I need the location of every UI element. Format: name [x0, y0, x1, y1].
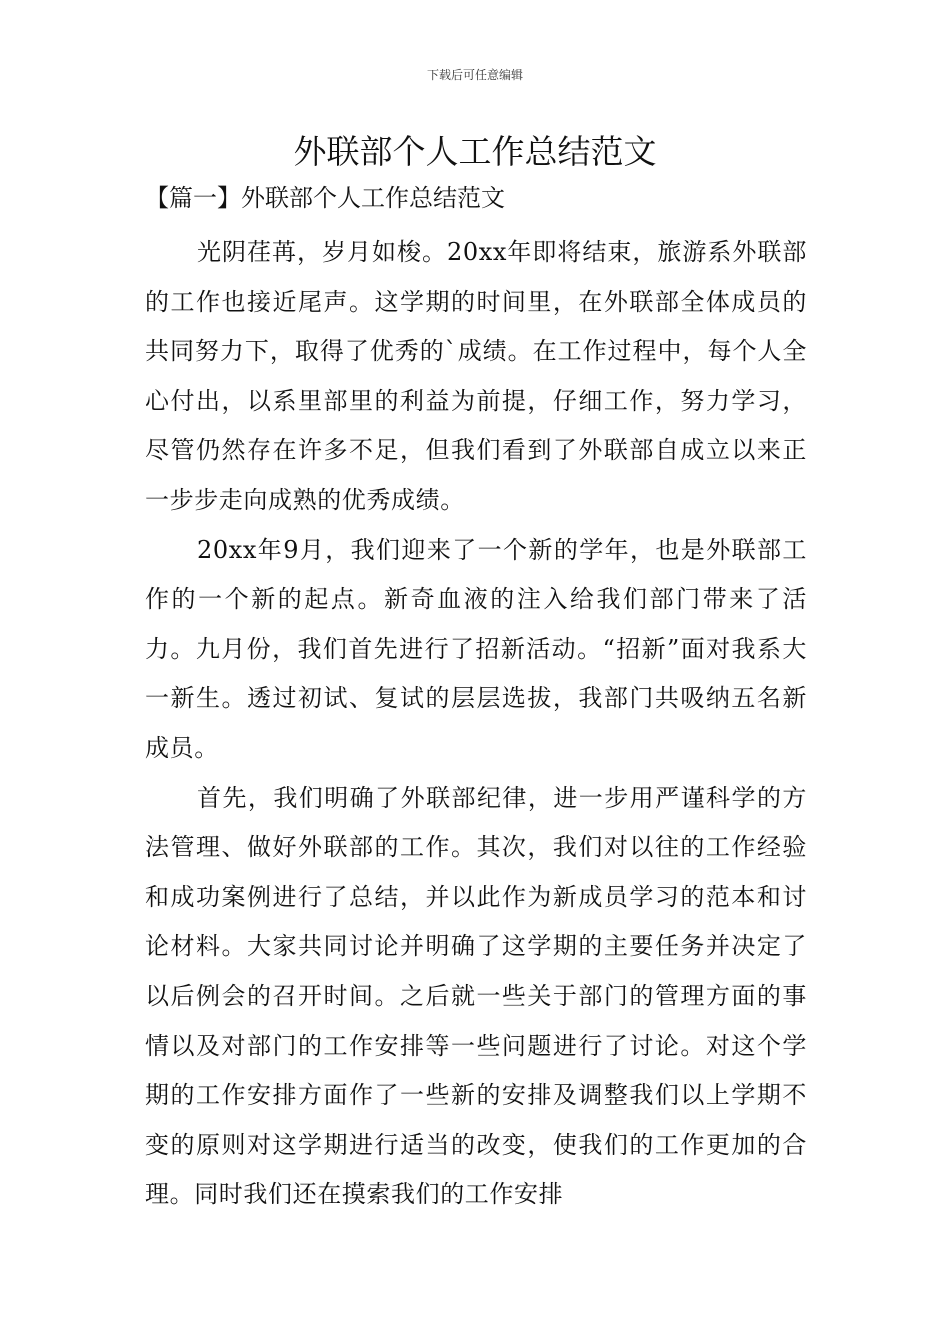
paragraph: 光阴荏苒，岁月如梭。20xx年即将结束，旅游系外联部的工作也接近尾声。这学期的时间里，在外联部全体成员的共同努力下，取得了优秀的`成绩。在工作过程中，每个人全心付出，以系里部里的利益为前提，仔细工作，努力学习，尽管仍然存在许多不足，但我们看到了外联部自成立以来正一步步走向成熟的优秀成绩。: [145, 238, 807, 514]
header-note: 下载后可任意编辑: [426, 68, 523, 82]
paragraph: 首先，我们明确了外联部纪律，进一步用严谨科学的方法管理、做好外联部的工作。其次，我们对以往的工作经验和成功案例进行了总结，并以此作为新成员学习的范本和讨论材料。大家共同讨论并明确了这学期的主要任务并决定了以后例会的召开时间。之后就一些关于部门的管理方面的事情以及对部门的工作安排等一些问题进行了讨论。对这个学期的工作安排方面作了一些新的安排及调整我们以上学期不变的原则对这学期进行适当的改变，使我们的工作更加的合理。同时我们还在摸索我们的工作安排: [145, 783, 807, 1209]
section-heading: 【篇一】外联部个人工作总结范文: [145, 184, 505, 212]
paragraph: 20xx年9月，我们迎来了一个新的学年，也是外联部工作的一个新的起点。新奇血液的注入给我们部门带来了活力。九月份，我们首先进行了招新活动。“招新”面对我系大一新生。透过初试、复试的层层选拔，我部门共吸纳五名新成员。: [145, 535, 807, 762]
page-title: 外联部个人工作总结范文: [293, 132, 657, 171]
document-body: [145, 228, 807, 1220]
